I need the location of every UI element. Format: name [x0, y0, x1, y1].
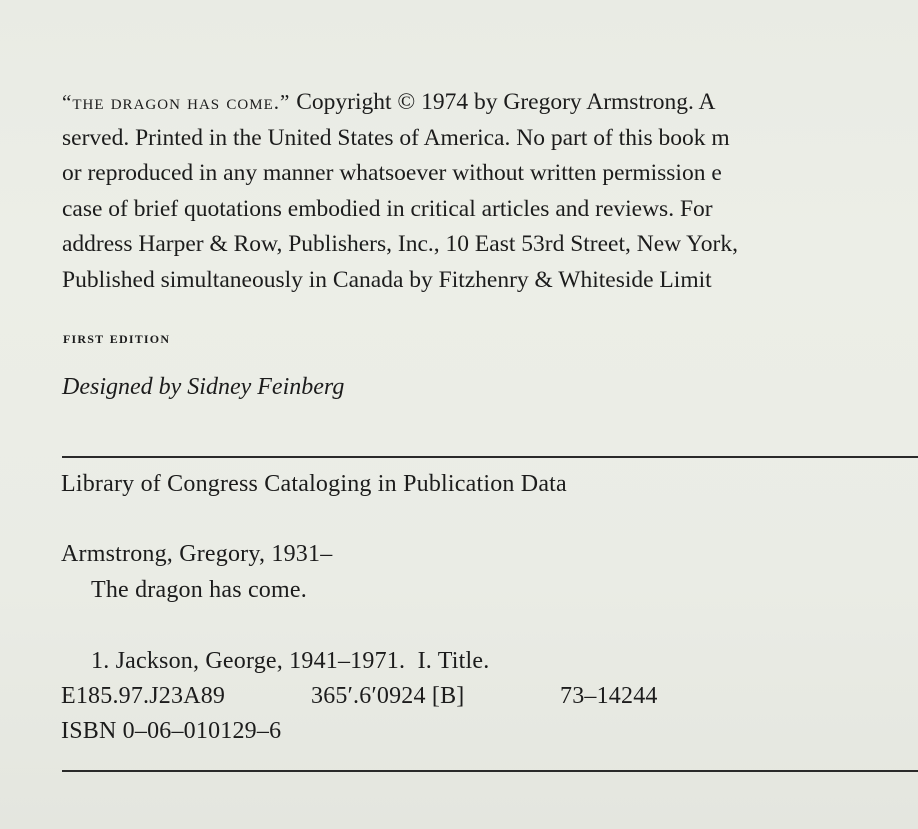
designer-credit: Designed by Sidney Feinberg	[62, 374, 345, 400]
cip-heading: Library of Congress Cataloging in Publication Data	[61, 471, 567, 497]
cip-lccn: 73–14244	[560, 683, 658, 709]
cip-top-rule	[62, 456, 918, 458]
copyright-line-4: case of brief quotations embodied in critical articles and reviews. For	[62, 195, 713, 222]
bleed-through-text	[700, 466, 709, 490]
copyright-notice	[62, 85, 918, 298]
copyright-line-5: address Harper & Row, Publishers, Inc., 10 East 53rd Street, New York,	[62, 231, 738, 257]
copyright-line-1: “the dragon has come.” Copyright © 1974 by Gregory Armstrong. A	[62, 89, 716, 115]
cip-title: The dragon has come.	[91, 577, 307, 603]
cip-bottom-rule	[62, 770, 918, 772]
copyright-line-2: served. Printed in the United States of America. No part of this book m	[62, 124, 730, 151]
cip-author: Armstrong, Gregory, 1931–	[61, 541, 333, 567]
book-title-small-caps: “the dragon has come.”	[62, 90, 291, 114]
cip-lc-class: E185.97.J23A89	[61, 683, 226, 709]
edition-label: first edition	[63, 328, 171, 347]
copyright-line-3: or reproduced in any manner whatsoever without written permission e	[62, 160, 722, 186]
copyright-line-6: Published simultaneously in Canada by Fitzhenry & Whiteside Limit	[62, 266, 712, 293]
cip-dewey: 365′.6′0924 [B]	[311, 683, 465, 709]
bleed-through-heading	[70, 0, 86, 32]
cip-isbn: ISBN 0–06–010129–6	[61, 718, 282, 744]
cip-subjects: 1. Jackson, George, 1941–1971. I. Title.	[91, 648, 490, 674]
